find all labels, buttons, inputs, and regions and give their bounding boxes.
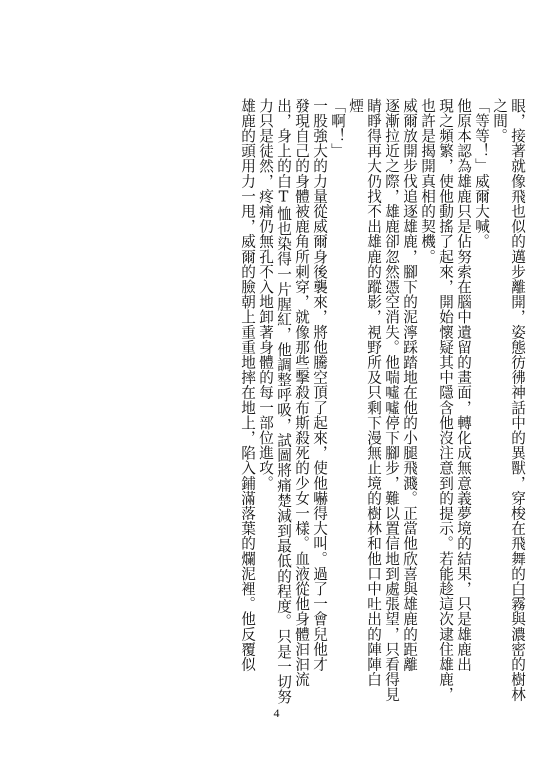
text-line: 也許是揭開真相的契機。: [419, 98, 436, 265]
page-number: 4: [273, 706, 280, 720]
text-line: 力只是徒然，疼痛仍無孔不入地卸著身體的每一部位進攻。: [257, 98, 274, 491]
text-line: 他原本認為雄鹿只是佔努索在腦中遺留的畫面，轉化成無意義夢境的結果，只是雄鹿出: [455, 98, 472, 672]
text-line: 「等等！」威爾大喊。: [473, 98, 490, 249]
text-line: 發現自己的身體被鹿角所刺穿，就像那些擊殺布斯殺死的少女一樣。血液從他身體汩汩流: [293, 98, 310, 687]
text-line: 之間。: [491, 98, 508, 144]
text-line: 一股強大的力量從威爾身後襲來，將他騰空頂了起來，使他嚇得大叫。過了一會兒他才: [311, 98, 328, 672]
text-line: 「啊！」: [329, 98, 346, 159]
text-line: 雄鹿的頭用力一甩，威爾的臉朝上重重地摔在地上，陷入鋪滿落葉的爛泥裡。他反覆似: [239, 98, 256, 672]
text-line: 現之頻繁，使他動搖了起來，開始懷疑其中隱含他沒注意到的提示。若能趁這次逮住雄鹿，: [437, 98, 454, 702]
text-line: 出，身上的白T恤也染得一片腥紅，他調整呼吸，試圖將痛楚減到最低的程度。只是一切努: [275, 98, 292, 705]
text-line: 逐漸拉近之際，雄鹿卻忽然憑空消失。他喘噓噓停下腳步，難以置信地到處張望，只看得見: [383, 98, 400, 702]
text-line: 威爾放開步伐追逐雄鹿，腳下的泥濘踩踏地在他的小腿飛濺。正當他欣喜與雄鹿的距離: [401, 98, 418, 672]
text-line: 眼，接著就像飛也似的邁步離開，姿態彷彿神話中的異獸，穿梭在飛舞的白霧與濃密的樹林: [509, 98, 526, 702]
text-line: 煙: [347, 98, 364, 114]
text-line: 睛睜得再大仍找不出雄鹿的蹤影，視野所及只剩下漫無止境的樹林和他口中吐出的陣陣白: [365, 98, 382, 687]
